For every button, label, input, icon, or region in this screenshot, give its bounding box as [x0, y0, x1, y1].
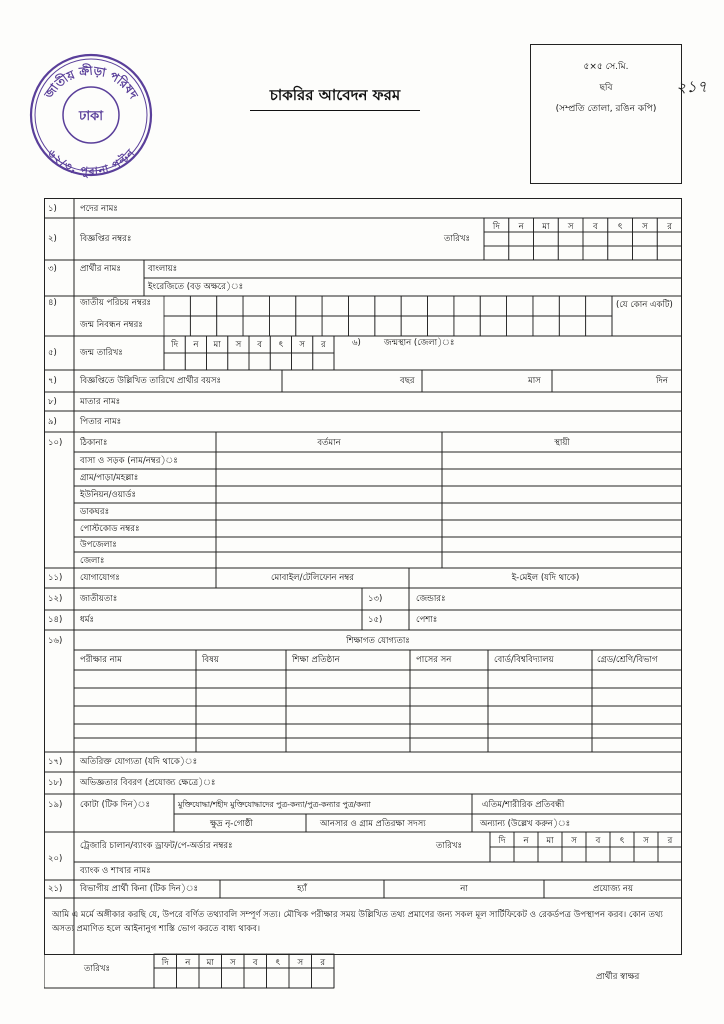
birth-date-cell-label: ৎ — [278, 340, 284, 350]
row11-number: ১১) — [48, 573, 63, 583]
payment-date-cell[interactable] — [610, 847, 634, 862]
birth-date-cell-label: ন — [193, 340, 199, 350]
quota-label: কোটা (টিক দিন)ঃ — [80, 800, 151, 810]
quota-option[interactable]: মুক্তিযোদ্ধা/শহীদ মুক্তিযোদ্ধাদের পুত্র-কন্যা/পুত্র-কন্যার পুত্র/কন্যা — [178, 800, 371, 809]
birth-date-cell-label: দি — [171, 340, 179, 350]
row1-number: ১) — [48, 204, 57, 214]
present-address-header: বর্তমান — [317, 438, 341, 448]
id-digit-cell[interactable] — [428, 316, 454, 336]
nid-label: জাতীয় পরিচয় নম্বরঃ — [80, 298, 152, 308]
departmental-label: বিভাগীয় প্রার্থী কিনা (টিক দিন)ঃ — [80, 884, 199, 894]
address-field: বাসা ও সড়ক (নাম/নম্বর)ঃ — [80, 456, 178, 466]
circular-date-cell[interactable] — [657, 246, 682, 260]
row20-number: ২০) — [48, 854, 63, 864]
footer-date-cell-label: ব — [252, 958, 258, 968]
id-digit-cell[interactable] — [269, 316, 295, 336]
option-yes[interactable]: হ্যাঁ — [297, 884, 307, 894]
id-digit-cell[interactable] — [243, 296, 269, 316]
row10-number: ১০) — [48, 438, 63, 448]
row13-number: ১৩) — [368, 594, 383, 604]
edu-col-header: বিষয় — [202, 655, 219, 665]
birth-date-cell[interactable] — [185, 353, 206, 370]
payment-date-cell[interactable] — [658, 847, 682, 862]
id-digit-cell[interactable] — [507, 316, 533, 336]
circular-date-cell-label: ৎ — [617, 222, 623, 232]
payment-date-cell[interactable] — [634, 847, 658, 862]
edu-col-header: শিক্ষা প্রতিষ্ঠান — [292, 655, 340, 665]
row12-number: ১২) — [48, 594, 63, 604]
name-bangla-label: বাংলায়ঃ — [148, 264, 178, 274]
id-digit-cell[interactable] — [243, 316, 269, 336]
id-digit-cell[interactable] — [164, 296, 190, 316]
footer-date-cell-label: ন — [185, 958, 191, 968]
row21-number: ২১) — [48, 884, 63, 894]
row5-number: ৫) — [48, 348, 57, 358]
id-digit-cell[interactable] — [401, 296, 427, 316]
address-field: ইউনিয়ন/ওয়ার্ডঃ — [80, 490, 137, 500]
footer-date-cell-label: মা — [206, 958, 214, 968]
footer-date-cell[interactable] — [289, 968, 312, 988]
payment-date-label: তারিখঃ — [436, 841, 463, 851]
id-digit-cell[interactable] — [454, 316, 480, 336]
id-digit-cell[interactable] — [164, 316, 190, 336]
id-digit-cell[interactable] — [322, 316, 348, 336]
birth-date-cell-label: স — [299, 340, 305, 350]
edu-col-header: পাসের সন — [416, 655, 452, 665]
photo-size: ৫×৫ সে.মি. — [583, 62, 629, 72]
age-days-label: দিন — [656, 376, 668, 386]
application-form — [44, 198, 682, 990]
post-name-label: পদের নামঃ — [80, 204, 118, 214]
id-digit-cell[interactable] — [269, 296, 295, 316]
circular-date-cell[interactable] — [583, 246, 608, 260]
payment-date-cell-label: ন — [523, 836, 529, 846]
birth-date-cell[interactable] — [292, 353, 313, 370]
payment-date-cell[interactable] — [538, 847, 562, 862]
circular-date-cell[interactable] — [534, 246, 559, 260]
row8-number: ৮) — [48, 397, 57, 407]
circular-date-cell[interactable] — [484, 246, 509, 260]
photo-label: ছবি — [599, 83, 613, 93]
id-digit-cell[interactable] — [296, 316, 322, 336]
payment-date-cell-label: স — [571, 836, 577, 846]
age-months-label: মাস — [528, 376, 541, 386]
circular-date-cell[interactable] — [608, 232, 633, 246]
id-digit-cell[interactable] — [507, 296, 533, 316]
seal-text-center: ঢাকা — [79, 109, 103, 124]
id-digit-cell[interactable] — [454, 296, 480, 316]
circular-date-cell[interactable] — [509, 232, 534, 246]
id-digit-cell[interactable] — [217, 296, 243, 316]
form-title: চাকরির আবেদন ফরম — [250, 84, 420, 111]
payment-date-cell-label: র — [667, 836, 673, 846]
option-not-applicable[interactable]: প্রযোজ্য নয় — [593, 884, 633, 894]
circular-date-cell[interactable] — [534, 232, 559, 246]
circular-date-cell[interactable] — [633, 232, 658, 246]
quota-option[interactable]: আনসার ও গ্রাম প্রতিরক্ষা সদস্য — [320, 819, 426, 829]
seal-text-bottom: ৬২/৩, পুরানা পল্টন — [45, 146, 138, 179]
row7-number: ৭) — [48, 376, 57, 386]
birth-date-cell[interactable] — [228, 353, 249, 370]
payment-date-cell-label: স — [643, 836, 649, 846]
circular-date-cell-label: ন — [518, 222, 524, 232]
payment-number-label: ট্রেজারি চালান/ব্যাংক ড্রাফট/পে-অর্ডার নম্বরঃ — [80, 841, 233, 851]
payment-date-cell[interactable] — [586, 847, 610, 862]
signature-label: প্রার্থীর স্বাক্ষর — [596, 972, 640, 982]
seal-text-top: জাতীয় ক্রীড়া পরিষদ — [41, 63, 141, 102]
address-field: গ্রাম/পাড়া/মহল্লাঃ — [80, 473, 139, 483]
nationality-label: জাতীয়তাঃ — [80, 594, 118, 604]
id-digit-cell[interactable] — [348, 296, 374, 316]
birth-date-cell[interactable] — [270, 353, 291, 370]
row16-number: ১৬) — [48, 636, 63, 646]
circular-date-cell[interactable] — [608, 246, 633, 260]
father-name-label: পিতার নামঃ — [80, 417, 122, 427]
circular-date-cell[interactable] — [583, 232, 608, 246]
circular-date-cell-label: দি — [492, 222, 500, 232]
birth-date-cell-label: স — [235, 340, 242, 350]
payment-date-cell-label: ব — [595, 836, 601, 846]
photo-box[interactable] — [530, 44, 682, 184]
footer-date-cell[interactable] — [177, 968, 200, 988]
row19-number: ১৯) — [48, 800, 63, 810]
birth-date-cell-label: মা — [213, 340, 221, 350]
circular-date-cell-label: ব — [593, 222, 598, 232]
page-number: ২১৭ — [676, 77, 708, 96]
payment-date-cell-label: দি — [498, 836, 506, 846]
footer-date-cell[interactable] — [267, 968, 290, 988]
id-digit-cell[interactable] — [559, 296, 585, 316]
edu-col-header: গ্রেড/শ্রেণি/বিভাগ — [597, 655, 658, 665]
footer-date-cell[interactable] — [222, 968, 245, 988]
religion-label: ধর্মঃ — [80, 615, 95, 625]
payment-date-cell-label: মা — [546, 836, 554, 846]
id-digit-cell[interactable] — [480, 316, 506, 336]
circular-date-cell[interactable] — [633, 246, 658, 260]
payment-date-cell[interactable] — [562, 847, 586, 862]
contact-label: যোগাযোগঃ — [80, 573, 120, 583]
circular-date-cell-label: স — [642, 222, 648, 232]
address-field: উপজেলাঃ — [80, 540, 117, 550]
id-digit-cell[interactable] — [428, 296, 454, 316]
svg-text:জাতীয় ক্রীড়া পরিষদ — [41, 63, 141, 102]
address-field: ডাকঘরঃ — [80, 507, 110, 517]
edu-col-header: পরীক্ষার নাম — [80, 655, 122, 665]
footer-date-cell[interactable] — [312, 968, 335, 988]
row2-number: ২) — [48, 234, 57, 244]
age-years-label: বছর — [400, 376, 415, 386]
quota-option[interactable]: অন্যান্য (উল্লেখ করুন)ঃ — [480, 819, 571, 829]
circular-date-cell[interactable] — [558, 246, 583, 260]
birth-date-cell-label: ব — [257, 340, 262, 350]
birth-date-cell[interactable] — [313, 353, 334, 370]
experience-label: অভিজ্ঞতার বিবরণ (প্রযোজ্য ক্ষেত্রে)ঃ — [80, 778, 216, 788]
id-digit-cell[interactable] — [480, 296, 506, 316]
id-digit-cell[interactable] — [375, 316, 401, 336]
circular-date-cell[interactable] — [509, 246, 534, 260]
footer-date-cell-label: র — [320, 958, 326, 968]
birth-date-cell[interactable] — [207, 353, 228, 370]
row18-number: ১৮) — [48, 778, 63, 788]
svg-text:৬২/৩, পুরানা পল্টন — [45, 147, 137, 179]
birth-date-label: জন্ম তারিখঃ — [80, 348, 123, 358]
circular-number-label: বিজ্ঞপ্তির নম্বরঃ — [80, 234, 132, 244]
age-label: বিজ্ঞপ্তিতে উল্লিখিত তারিখে প্রার্থীর বয়সঃ — [80, 376, 222, 386]
circular-date-cell-label: র — [667, 222, 672, 232]
extra-qualification-label: অতিরিক্ত যোগ্যতা (যদি থাকে)ঃ — [80, 757, 198, 767]
circular-date-cell[interactable] — [558, 232, 583, 246]
footer-date-cell-label: দি — [161, 958, 169, 968]
circular-date-cell-label: মা — [542, 222, 550, 232]
id-digit-cell[interactable] — [375, 296, 401, 316]
address-field: পোস্টকোড নম্বরঃ — [80, 524, 140, 534]
id-digit-cell[interactable] — [533, 296, 559, 316]
photo-note: (সম্প্রতি তোলা, রঙিন কপি) — [555, 104, 657, 114]
id-digit-cell[interactable] — [348, 316, 374, 336]
circular-date-cell[interactable] — [484, 232, 509, 246]
row4-number: ৪) — [48, 298, 57, 308]
footer-date-cell-label: ৎ — [275, 958, 281, 968]
address-field: জেলাঃ — [80, 556, 105, 566]
candidate-name-label: প্রার্থীর নামঃ — [80, 264, 121, 274]
payment-date-cell[interactable] — [490, 847, 514, 862]
footer-date-cell-label: স — [297, 958, 304, 968]
birth-date-cell[interactable] — [164, 353, 185, 370]
id-digit-cell[interactable] — [190, 296, 216, 316]
birth-date-cell[interactable] — [249, 353, 270, 370]
declaration-text: আমি এ মর্মে অঙ্গীকার করছি যে, উপরে বর্ণিত তথ্যাবলি সম্পূর্ণ সত্য। মৌখিক পরীক্ষার সময় উল্লিখিত তথ্য প্রমাণের জন্য সকল মূল সার্টিফিকেট ও রেকর্ডপত্র উপস্থাপন করব। কোন তথ্য অসত্য প্রমাণিত হলে আইনানুগ শাস্তি ভোগ করতে বাধ্য থাকব। — [52, 910, 663, 934]
profession-label: পেশাঃ — [416, 615, 438, 625]
id-digit-cell[interactable] — [401, 316, 427, 336]
mother-name-label: মাতার নামঃ — [80, 397, 121, 407]
row17-number: ১৭) — [48, 757, 63, 767]
edu-col-header: বোর্ড/বিশ্ববিদ্যালয় — [494, 655, 554, 665]
circular-date-label: তারিখঃ — [444, 234, 471, 244]
footer-date-cell[interactable] — [199, 968, 222, 988]
permanent-address-header: স্থায়ী — [554, 438, 570, 448]
id-digit-cell[interactable] — [322, 296, 348, 316]
row15-number: ১৫) — [368, 615, 383, 625]
option-no[interactable]: না — [460, 884, 468, 894]
id-digit-cell[interactable] — [296, 296, 322, 316]
footer-date-label: তারিখঃ — [84, 964, 111, 974]
footer-date-cell-label: স — [229, 958, 236, 968]
bank-branch-label: ব্যাংক ও শাখার নামঃ — [80, 866, 151, 876]
birthplace-label: জন্মস্থান (জেলা)ঃ — [384, 338, 455, 348]
address-label: ঠিকানাঃ — [80, 438, 108, 448]
name-english-label: ইংরেজিতে (বড় অক্ষরে)ঃ — [148, 282, 244, 292]
payment-date-cell[interactable] — [514, 847, 538, 862]
row6-number: ৬) — [352, 338, 361, 348]
organization-seal — [26, 50, 156, 180]
gender-label: জেন্ডারঃ — [416, 594, 446, 604]
id-digit-cell[interactable] — [533, 316, 559, 336]
id-digit-cell[interactable] — [190, 316, 216, 336]
row9-number: ৯) — [48, 417, 57, 427]
footer-date-cell[interactable] — [244, 968, 267, 988]
birth-date-cell-label: র — [321, 340, 326, 350]
quota-option[interactable]: এতিম/শারীরিক প্রতিবন্ধী — [482, 800, 565, 810]
id-digit-cell[interactable] — [586, 316, 612, 336]
education-header: শিক্ষাগত যোগ্যতাঃ — [346, 636, 410, 646]
birth-reg-label: জন্ম নিবন্ধন নম্বরঃ — [80, 320, 143, 330]
either-one-note: (যে কোন একটি) — [616, 300, 673, 310]
mobile-label: মোবাইল/টেলিফোন নম্বর — [271, 573, 354, 583]
row3-number: ৩) — [48, 264, 57, 274]
circular-date-cell[interactable] — [657, 232, 682, 246]
footer-date-cell[interactable] — [154, 968, 177, 988]
circular-date-cell-label: স — [567, 222, 574, 232]
email-label: ই-মেইল (যদি থাকে) — [511, 573, 580, 583]
id-digit-cell[interactable] — [586, 296, 612, 316]
id-digit-cell[interactable] — [217, 316, 243, 336]
payment-date-cell-label: ৎ — [619, 836, 625, 846]
quota-option[interactable]: ক্ষুদ্র নৃ-গোষ্ঠী — [210, 819, 253, 829]
id-digit-cell[interactable] — [559, 316, 585, 336]
row14-number: ১৪) — [48, 615, 63, 625]
